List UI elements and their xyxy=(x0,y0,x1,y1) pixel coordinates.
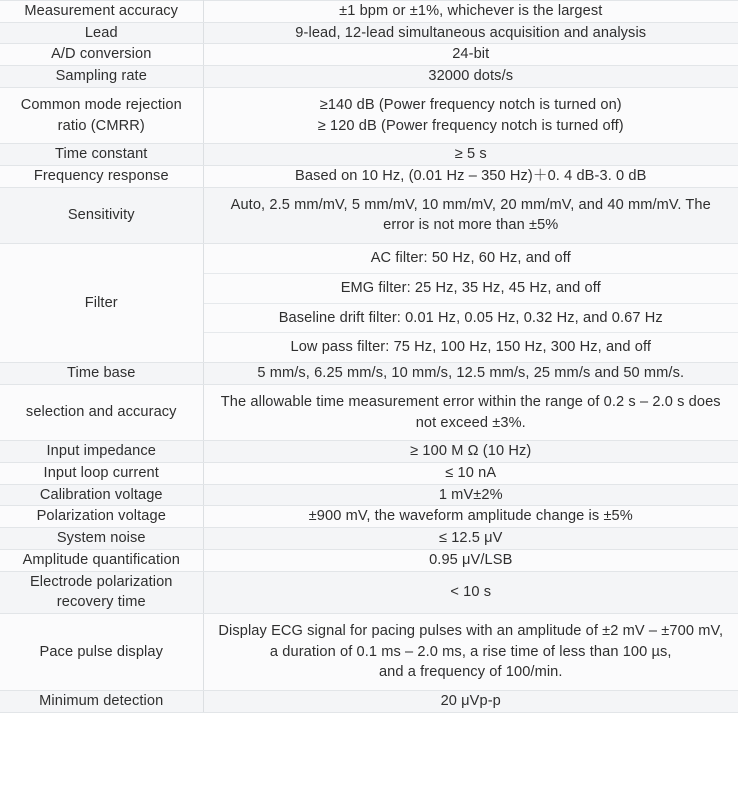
row-value-lines xyxy=(204,485,739,506)
sub-row xyxy=(204,303,739,333)
row-value-electrode-polarization-recovery-time xyxy=(203,571,738,613)
sub-row-group xyxy=(204,244,739,362)
row-label-text: Time base xyxy=(67,365,136,382)
row-label-input-loop-current xyxy=(0,462,203,484)
row-label-text: Polarization voltage xyxy=(36,508,166,525)
sub-row-value: Low pass filter: 75 Hz, 100 Hz, 150 Hz, 300 Hz, and off xyxy=(290,339,652,356)
row-value-polarization-voltage xyxy=(203,506,738,528)
row-value-line: Based on 10 Hz, (0.01 Hz – 350 Hz)＋0. 4 dB-3. 0 dB xyxy=(295,168,647,185)
row-value-filter xyxy=(203,244,738,363)
row-label-pace-pulse-display xyxy=(0,613,203,690)
row-label-electrode-polarization-recovery-time xyxy=(0,571,203,613)
row-value-ad-conversion xyxy=(203,44,738,66)
specification-table-body xyxy=(0,1,738,713)
table-row xyxy=(0,613,738,690)
table-row xyxy=(0,66,738,88)
table-row xyxy=(0,484,738,506)
row-value-line: 9-lead, 12-lead simultaneous acquisition and analysis xyxy=(295,24,647,41)
table-row xyxy=(0,187,738,243)
row-value-frequency-response xyxy=(203,166,738,188)
sheet-bottom-spacer xyxy=(0,713,750,727)
sub-row xyxy=(204,244,739,273)
row-label-time-base xyxy=(0,363,203,385)
table-row xyxy=(0,144,738,166)
row-label-text: Time constant xyxy=(55,146,148,163)
row-label-cmrr xyxy=(0,87,203,143)
row-value-line: a duration of 0.1 ms – 2.0 ms, a rise time of less than 100 µs, xyxy=(269,643,672,660)
row-label-line: recovery time xyxy=(56,594,146,611)
row-value-line: not exceed ±3%. xyxy=(415,414,526,431)
row-value-line: and a frequency of 100/min. xyxy=(378,664,563,681)
row-value-system-noise xyxy=(203,528,738,550)
sub-row-value: Baseline drift filter: 0.01 Hz, 0.05 Hz, 0.32 Hz, and 0.67 Hz xyxy=(204,303,739,333)
row-value-calibration-voltage xyxy=(203,484,738,506)
row-label-text: Lead xyxy=(84,24,118,41)
row-label-time-constant xyxy=(0,144,203,166)
row-value-lines xyxy=(204,463,739,484)
row-label-sampling-rate xyxy=(0,66,203,88)
row-value-sensitivity xyxy=(203,187,738,243)
row-label-line: ratio (CMRR) xyxy=(57,117,145,134)
row-value-time-constant xyxy=(203,144,738,166)
row-label-lines xyxy=(0,572,203,613)
row-value-amplitude-quantification xyxy=(203,549,738,571)
row-value-line: < 10 s xyxy=(450,583,492,600)
row-label-input-impedance xyxy=(0,441,203,463)
sub-row xyxy=(204,273,739,303)
row-value-line: Display ECG signal for pacing pulses with an amplitude of ±2 mV – ±700 mV, xyxy=(218,622,724,639)
row-value-lines xyxy=(204,1,739,22)
row-value-lines xyxy=(204,23,739,44)
row-value-pace-pulse-display xyxy=(203,613,738,690)
row-value-line: 5 mm/s, 6.25 mm/s, 10 mm/s, 12.5 mm/s, 25 mm/s and 50 mm/s. xyxy=(257,365,685,382)
row-value-line: 1 mV±2% xyxy=(438,486,503,503)
row-value-lines xyxy=(204,582,739,603)
row-label-text: Measurement accuracy xyxy=(24,3,179,19)
table-row xyxy=(0,506,738,528)
row-label-text: Sampling rate xyxy=(55,68,147,85)
row-value-line: 32000 dots/s xyxy=(428,68,514,85)
row-value-line: ≤ 10 nA xyxy=(445,464,497,481)
row-label-sensitivity xyxy=(0,187,203,243)
row-label-text: Filter xyxy=(84,294,118,311)
row-label-text: Input loop current xyxy=(43,464,159,481)
row-label-text: Minimum detection xyxy=(39,693,164,710)
row-value-cmrr xyxy=(203,87,738,143)
row-label-filter xyxy=(0,244,203,363)
row-label-text: System noise xyxy=(56,530,146,547)
table-row xyxy=(0,22,738,44)
sub-row-value: AC filter: 50 Hz, 60 Hz, and off xyxy=(204,244,739,273)
row-label-text: Amplitude quantification xyxy=(22,551,180,568)
row-label-text: selection and accuracy xyxy=(25,404,177,421)
row-value-lines xyxy=(204,144,739,165)
row-label-text: Sensitivity xyxy=(67,207,135,224)
row-label-text: Calibration voltage xyxy=(39,486,163,503)
row-value-line: 0.95 μV/LSB xyxy=(429,551,513,568)
row-value-line: ≤ 12.5 μV xyxy=(438,530,503,547)
table-row xyxy=(0,549,738,571)
table-row xyxy=(0,1,738,23)
table-row xyxy=(0,462,738,484)
row-label-text: Pace pulse display xyxy=(39,643,163,660)
row-label-text: Input impedance xyxy=(46,443,156,460)
sub-row xyxy=(204,333,739,362)
row-value-line: The allowable time measurement error within the range of 0.2 s – 2.0 s does xyxy=(220,393,721,410)
row-value-lines xyxy=(204,691,739,712)
row-value-input-loop-current xyxy=(203,462,738,484)
row-label-text: Frequency response xyxy=(33,168,169,185)
row-value-line: ±1 bpm or ±1%, whichever is the largest xyxy=(339,3,603,19)
row-value-line: ≥ 120 dB (Power frequency notch is turned off) xyxy=(317,117,624,134)
table-row xyxy=(0,166,738,188)
row-label-selection-and-accuracy xyxy=(0,384,203,440)
row-value-lines xyxy=(204,95,739,136)
row-value-lines xyxy=(204,392,739,433)
row-value-lines xyxy=(204,441,739,462)
table-row xyxy=(0,441,738,463)
sub-row-value: EMG filter: 25 Hz, 35 Hz, 45 Hz, and off xyxy=(204,273,739,303)
row-value-lines xyxy=(204,44,739,65)
row-value-line: Auto, 2.5 mm/mV, 5 mm/mV, 10 mm/mV, 20 mm/mV, and 40 mm/mV. The xyxy=(230,196,711,213)
row-value-measurement-accuracy xyxy=(203,1,738,23)
row-value-lines xyxy=(204,621,739,683)
row-value-line: 24-bit xyxy=(452,46,490,63)
row-label-frequency-response xyxy=(0,166,203,188)
row-value-lines xyxy=(204,195,739,236)
row-label-line: Common mode rejection xyxy=(20,96,182,113)
row-label-lines xyxy=(0,95,203,136)
row-value-selection-and-accuracy xyxy=(203,384,738,440)
row-value-line: ≥ 100 M Ω (10 Hz) xyxy=(410,443,532,460)
row-label-polarization-voltage xyxy=(0,506,203,528)
table-row xyxy=(0,244,738,363)
row-value-line: ≥ 5 s xyxy=(454,146,487,163)
row-value-sampling-rate xyxy=(203,66,738,88)
row-value-line: ≥140 dB (Power frequency notch is turned on) xyxy=(319,96,622,113)
row-value-input-impedance xyxy=(203,441,738,463)
row-label-lead xyxy=(0,22,203,44)
table-row xyxy=(0,363,738,385)
row-label-text: A/D conversion xyxy=(51,46,152,63)
row-value-time-base xyxy=(203,363,738,385)
table-row xyxy=(0,691,738,713)
table-row xyxy=(0,571,738,613)
table-row xyxy=(0,384,738,440)
row-value-lines xyxy=(204,506,739,527)
row-label-ad-conversion xyxy=(0,44,203,66)
table-row xyxy=(0,87,738,143)
row-label-calibration-voltage xyxy=(0,484,203,506)
row-value-lead xyxy=(203,22,738,44)
row-value-minimum-detection xyxy=(203,691,738,713)
row-label-minimum-detection xyxy=(0,691,203,713)
table-row xyxy=(0,44,738,66)
row-label-system-noise xyxy=(0,528,203,550)
row-value-line: error is not more than ±5% xyxy=(383,217,559,234)
row-value-line: ±900 mV, the waveform amplitude change is ±5% xyxy=(308,508,633,525)
table-row xyxy=(0,528,738,550)
row-label-line: Electrode polarization xyxy=(29,573,173,590)
row-value-lines xyxy=(204,550,739,571)
row-value-lines xyxy=(204,66,739,87)
row-label-measurement-accuracy xyxy=(0,1,203,23)
row-value-lines xyxy=(204,166,739,187)
row-label-amplitude-quantification xyxy=(0,549,203,571)
row-value-lines xyxy=(204,363,739,384)
row-value-line: 20 μVp-p xyxy=(440,693,501,710)
row-value-lines xyxy=(204,528,739,549)
